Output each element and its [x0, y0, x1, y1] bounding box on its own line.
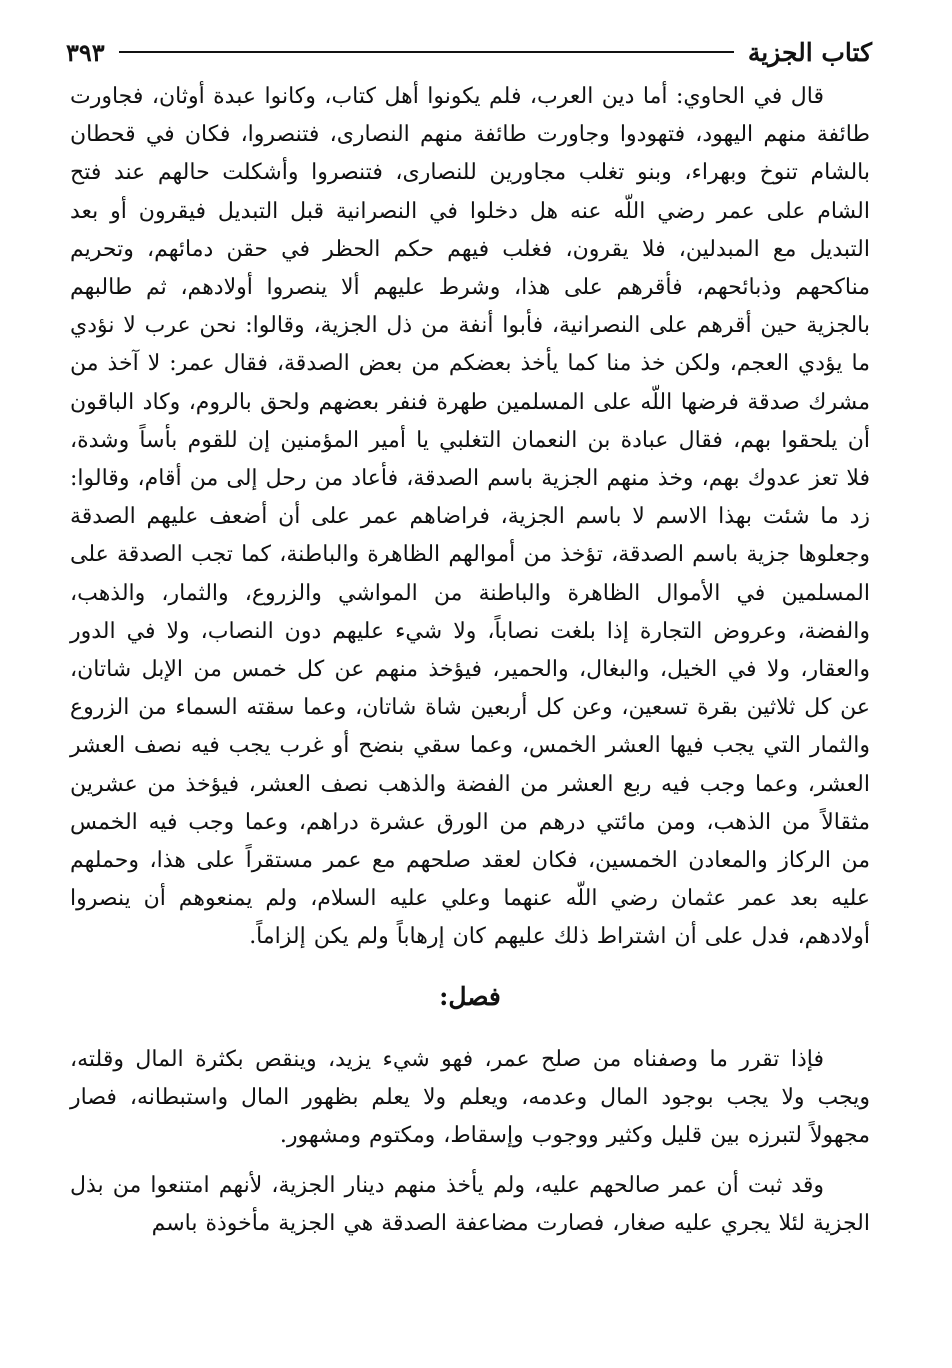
paragraph-continuation: وقد ثبت أن عمر صالحهم عليه، ولم يأخذ منهم دينار الجزية، لأنهم امتنعوا من بذل الجزية لئلا يجري عليه صغار، فصارت مضاعفة الصدقة هي الجزية مأخوذة باسم	[70, 1173, 870, 1237]
page-body	[70, 78, 870, 1244]
header-rule	[119, 51, 734, 53]
paragraph-hawi-quote: قال في الحاوي: أما دين العرب، فلم يكونوا أهل كتاب، وكانوا عبدة أوثان، فجاورت طائفة منهم اليهود، فتهودوا وجاورت طائفة منهم النصارى، فتنصروا، فكان في قحطان بالشام تنوخ وبهراء، وبنو تغلب مجاورين للنصارى، فتنصروا وأشكلت حالهم عند فتح الشام على عمر رضي اللّه عنه هل دخلوا في النصرانية قبل التبديل فيقرون أو بعد التبديل مع المبدلين، فلا يقرون، فغلب فيهم حكم الحظر في حقن دمائهم، وتحريم مناكحهم وذبائحهم، فأقرهم على هذا، وشرط عليهم ألا ينصروا أولادهم، ثم طالبهم بالجزية حين أقرهم على النصرانية، فأبوا أنفة من ذل الجزية، وقالوا: نحن عرب لا نؤدي ما يؤدي العجم، ولكن خذ منا كما يأخذ بعضكم من بعض الصدقة، فقال عمر: لا آخذ من مشرك صدقة فرضها اللّه على المسلمين طهرة فنفر بعضهم ولحق بالروم، وكاد الباقون أن يلحقوا بهم، فقال عبادة بن النعمان التغلبي يا أمير المؤمنين إن للقوم بأساً وشدة، فلا تعز عدوك بهم، وخذ منهم الجزية باسم الصدقة، فأعاد من رحل إلى من أقام، وقالوا: زد ما شئت بهذا الاسم لا باسم الجزية، فراضاهم عمر على أن أضعف عليهم الصدقة وجعلوها جزية باسم الصدقة، تؤخذ من أموالهم الظاهرة والباطنة، كما تجب الصدقة على المسلمين في الأموال الظاهرة والباطنة من المواشي والزروع، والثمار، والذهب، والفضة، وعروض التجارة إذا بلغت نصاباً، ولا شيء عليهم دون النصاب، ولا في الدور والعقار، ولا في الخيل، والبغال، والحمير، فيؤخذ منهم عن كل خمس من الإبل شاتان، عن كل ثلاثين بقرة تسعين، وعن كل أربعين شاة شاتان، وعما سقته السماء من الزروع والثمار التي يجب فيها العشر الخمس، وعما سقي بنضح أو غرب يجب فيه نصف العشر العشر، وعما وجب فيه ربع العشر من الفضة والذهب نصف العشر، فيؤخذ من عشرين مثقالاً من الذهب، ومن مائتي درهم من الورق عشرة دراهم، وعما وجب فيه الخمس من الركاز والمعادن الخمسين، فكان لعقد صلحهم مع عمر مستقراً على هذا، وحملهم عليه بعد عمر عثمان رضي اللّه عنهما وعلي عليه السلام، ولم يمنعوهم أن ينصروا أولادهم، فدل على أن اشتراط ذلك عليهم كان إرهاباً ولم يكن إلزاماً.	[70, 84, 870, 950]
section-heading: فصل:	[439, 981, 501, 1011]
page-number: ٣٩٣	[66, 37, 105, 67]
running-title: كتاب الجزية	[747, 37, 872, 67]
page-header	[66, 32, 872, 72]
paragraph-settlement: فإذا تقرر ما وصفناه من صلح عمر، فهو شيء يزيد، وينقص بكثرة المال وقلته، ويجب ولا يجب بوجود المال وعدمه، ويعلم ولا يعلم بظهور المال واستبطانه، فصار مجهولاً لتبرزه بين قليل وكثير ووجوب وإسقاط، ومكتوم ومشهور.	[70, 1046, 870, 1149]
